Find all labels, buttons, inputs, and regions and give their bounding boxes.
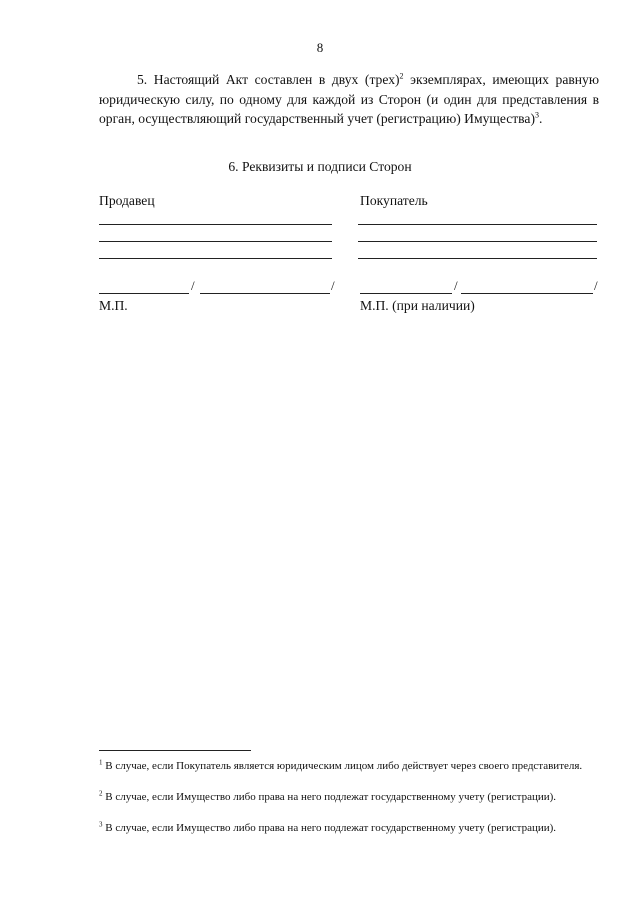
footnote-2-number: 2	[99, 789, 103, 798]
footnote-2-text: В случае, если Имущество либо права на него подлежат государственному учету (регистрации).	[105, 791, 557, 803]
footnote-1-text: В случае, если Покупатель является юридическим лицом либо действует через своего представителя.	[105, 760, 583, 772]
seller-signature-slash-2: /	[331, 278, 335, 293]
seller-label: Продавец	[99, 193, 155, 208]
buyer-requisites-line-2	[358, 241, 597, 242]
footnote-3-text: В случае, если Имущество либо права на него подлежат государственному учету (регистрации).	[105, 822, 557, 834]
paragraph-text-c: .	[538, 111, 543, 126]
seller-requisites-line-1	[99, 224, 332, 225]
paragraph-text-a: 5. Настоящий Акт составлен в двух (трех)	[137, 72, 400, 87]
footnote-3-number: 3	[99, 820, 103, 829]
footnote-1	[99, 759, 597, 774]
buyer-signature-slash-2: /	[594, 278, 598, 293]
section-title: 6. Реквизиты и подписи Сторон	[228, 159, 412, 174]
footnote-ref-2[interactable]: 2	[399, 71, 404, 81]
footnote-1-number: 1	[99, 758, 103, 767]
page-number: 8	[316, 40, 324, 55]
seller-signature-line	[99, 293, 189, 294]
footnote-separator	[99, 750, 251, 751]
buyer-signature-slash-1: /	[454, 278, 458, 293]
buyer-requisites-line-1	[358, 224, 597, 225]
buyer-requisites-line-3	[358, 258, 597, 259]
buyer-label: Покупатель	[360, 193, 428, 208]
buyer-name-line	[461, 293, 593, 294]
paragraph-text-b: экземплярах, имеющих равную юридическую силу, по одному для каждой из Сторон (и один для представления в орган, осуществляющий государственный учет (регистрацию) Имущества)	[99, 72, 599, 126]
seller-signature-slash-1: /	[191, 278, 195, 293]
seller-name-line	[200, 293, 330, 294]
footnote-ref-3[interactable]: 3	[534, 110, 539, 120]
footnote-2	[99, 790, 597, 805]
footnote-3	[99, 821, 597, 836]
seller-requisites-line-2	[99, 241, 332, 242]
buyer-signature-line	[360, 293, 452, 294]
seller-requisites-line-3	[99, 258, 332, 259]
buyer-stamp-label: М.П. (при наличии)	[360, 298, 475, 313]
paragraph-5	[99, 70, 599, 129]
seller-stamp-label: М.П.	[99, 298, 128, 313]
